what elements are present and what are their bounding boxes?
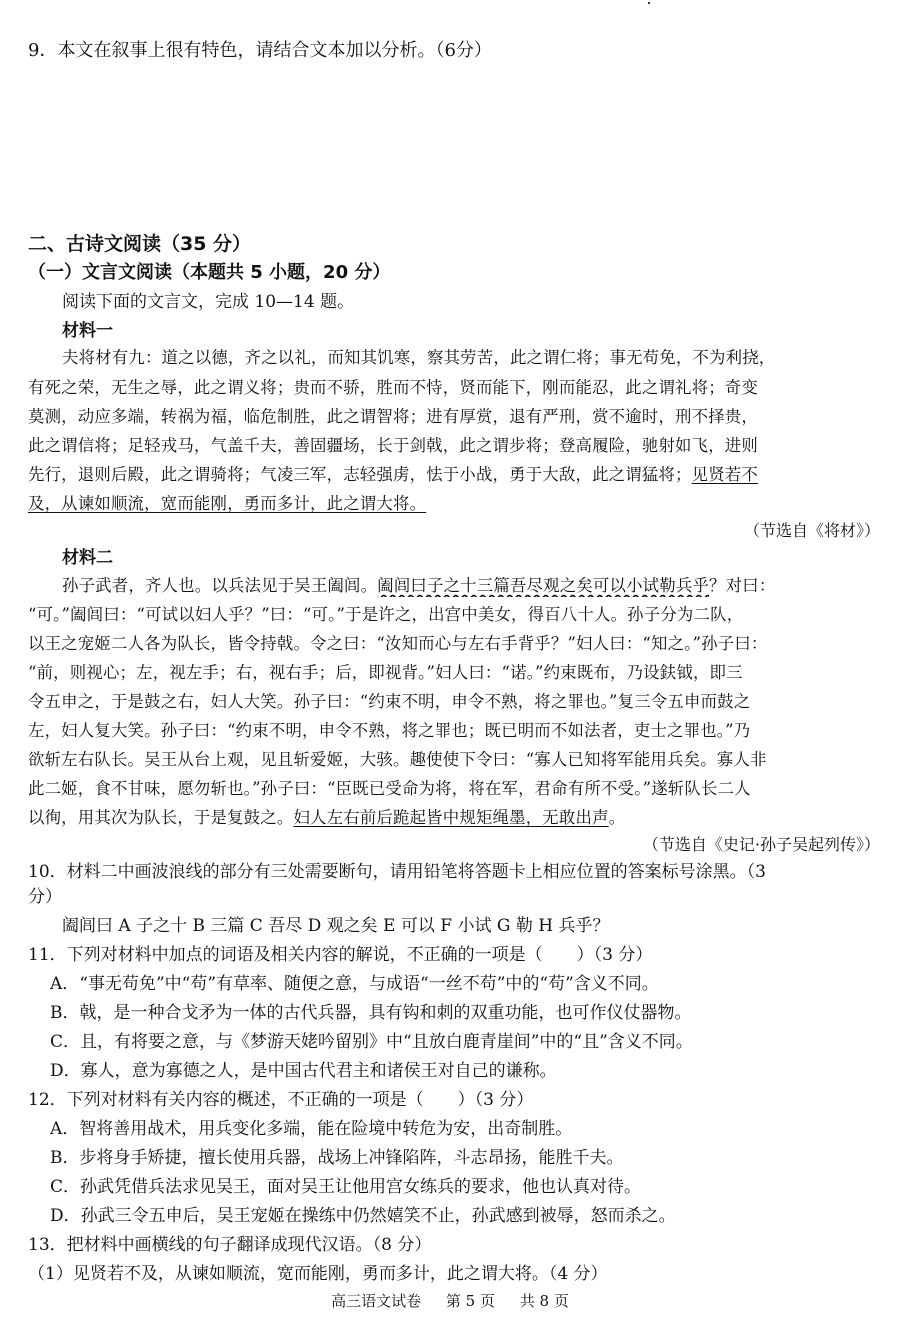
question-11-option-c: C．且，有将要之意，与《梦游天姥吟留别》中“且放白鹿青崖间”中的“且”含义不同。	[50, 1032, 693, 1052]
underlined-sentence: 及，从谏如顺流，宽而能刚，勇而多计，此之谓大将。	[28, 494, 427, 513]
material-2-line	[62, 575, 880, 597]
reading-instruction: 阅读下面的文言文，完成 10—14 题。	[62, 292, 355, 312]
material-2-text: 孙子武者，齐人也。以兵法见于吴王阖闾。	[62, 576, 378, 595]
material-2-line	[28, 807, 880, 829]
material-2-text: ？对曰：	[709, 576, 776, 595]
section-2-title: 二、古诗文阅读（35 分）	[28, 233, 252, 255]
question-12-stem: 12．下列对材料有关内容的概述，不正确的一项是（ ）（3 分）	[28, 1090, 534, 1110]
underlined-sentence: 妇人左右前后跪起皆中规矩绳墨，无敢出声	[293, 808, 609, 827]
material-2-text: 。	[608, 808, 626, 827]
question-11-option-d: D．寡人，意为寡德之人，是中国古代君主和诸侯王对自己的谦称。	[50, 1061, 557, 1081]
footer-exam-name: 高三语文试卷	[331, 1292, 422, 1310]
material-2-line: 以王之宠姬二人各为队长，皆令持戟。令之曰：“汝知而心与左右手背乎？”妇人曰：“知之。”孙子曰：	[28, 634, 768, 653]
question-11-option-b: B．戟，是一种合戈矛为一体的古代兵器，具有钩和刺的双重功能，也可作仪仗器物。	[50, 1003, 692, 1023]
question-13-stem: 13．把材料中画横线的句子翻译成现代汉语。（8 分）	[28, 1235, 432, 1255]
question-10-options: 阖闾曰 A 子之十 B 三篇 C 吾尽 D 观之矣 E 可以 F 小试 G 勒 H 兵乎？	[62, 916, 610, 936]
question-11-option-a: A．“事无苟免”中“苟”有草率、随便之意，与成语“一丝不苟”中的“苟”含义不同。	[50, 974, 659, 994]
page-footer	[0, 1290, 900, 1311]
material-1-source: （节选自《将材》）	[743, 521, 880, 540]
material-1-line: 莫测，动应多端，转祸为福，临危制胜，此之谓智将；进有厚赏，退有严刑，赏不逾时，刑不择贵，	[28, 407, 758, 426]
question-12-option-a: A．智将善用战术，用兵变化多端，能在险境中转危为安，出奇制胜。	[50, 1119, 573, 1139]
material-1-line: 有死之荣，无生之辱，此之谓义将；贵而不骄，胜而不恃，贤而能下，刚而能忍，此之谓礼将；奇变	[28, 378, 758, 397]
footer-page-number: 第 5 页	[445, 1292, 495, 1310]
question-10-stem: 10．材料二中画波浪线的部分有三处需要断句，请用铅笔将答题卡上相应位置的答案标号涂黑。（3	[28, 862, 766, 882]
question-10-stem-cont: 分）	[28, 887, 62, 907]
material-2-line: 令五申之，于是鼓之右，妇人大笑。孙子曰：“约束不明，申令不熟，将之罪也。”复三令五申而鼓之	[28, 692, 751, 711]
material-2-source: （节选自《史记·孙子吴起列传》）	[642, 835, 880, 854]
material-2-line: “前，则视心；左，视左手；右，视右手；后，即视背。”妇人曰：“诺。”约束既布，乃设鈇钺，即三	[28, 663, 743, 682]
question-12-option-b: B．步将身手矫捷，擅长使用兵器，战场上冲锋陷阵，斗志昂扬，能胜千夫。	[50, 1148, 624, 1168]
underlined-sentence: 见贤若不	[691, 465, 758, 484]
material-1-text: 先行，退则后殿，此之谓骑将；气凌三军，志轻强虏，怯于小战，勇于大敌，此之谓猛将；	[28, 465, 692, 484]
question-12-option-c: C．孙武凭借兵法求见吴王，面对吴王让他用宫女练兵的要求，他也认真对待。	[50, 1177, 642, 1197]
material-1-line: 此之谓信将；足轻戎马，气盖千夫，善固疆场，长于剑戟，此之谓步将；登高履险，驰射如飞，进则	[28, 436, 758, 455]
material-1-line: 夫将材有九：道之以德，齐之以礼，而知其饥寒，察其劳苦，此之谓仁将；事无苟免，不为利挠，	[62, 348, 776, 367]
material-2-line: 左，妇人复大笑。孙子曰：“约束不明，申令不熟，将之罪也；既已明而不如法者，吏士之罪也。”乃	[28, 721, 751, 740]
material-2-line: 欲斩左右队长。吴王从台上观，见且斩爱姬，大骇。趣使使下令曰：“寡人已知将军能用兵矣。寡人非	[28, 750, 767, 769]
material-2-text: 以徇，用其次为队长，于是复鼓之。	[28, 808, 294, 827]
wavy-underlined-text: 阖闾曰子之十三篇吾尽观之矣可以小试勒兵乎	[377, 576, 710, 595]
material-1-line	[28, 464, 880, 486]
material-2-line: “可。”阖闾曰：“可试以妇人乎？”曰：“可。”于是许之，出宫中美女，得百八十人。孙子分为二队，	[28, 605, 744, 624]
question-11-stem: 11．下列对材料中加点的词语及相关内容的解说，不正确的一项是（ ）（3 分）	[28, 945, 653, 965]
material-2-line: 此二姬，食不甘味，愿勿斩也。”孙子曰：“臣既已受命为将，将在军，君命有所不受。”遂斩队长二人	[28, 779, 751, 798]
question-12-option-d: D．孙武三令五申后，吴王宠姬在操练中仍然嬉笑不止，孙武感到被辱，怒而杀之。	[50, 1206, 676, 1226]
footer-total-pages: 共 8 页	[519, 1292, 569, 1310]
question-9: 9．本文在叙事上很有特色，请结合文本加以分析。（6分）	[28, 40, 492, 61]
scan-speck	[648, 2, 650, 4]
material-2-label: 材料二	[62, 548, 113, 568]
section-2-subtitle: （一）文言文阅读（本题共 5 小题，20 分）	[28, 262, 391, 283]
question-13-part-1: （1）见贤若不及，从谏如顺流，宽而能刚，勇而多计，此之谓大将。（4 分）	[28, 1264, 608, 1284]
material-1-label: 材料一	[62, 321, 113, 341]
material-1-line	[28, 493, 880, 515]
